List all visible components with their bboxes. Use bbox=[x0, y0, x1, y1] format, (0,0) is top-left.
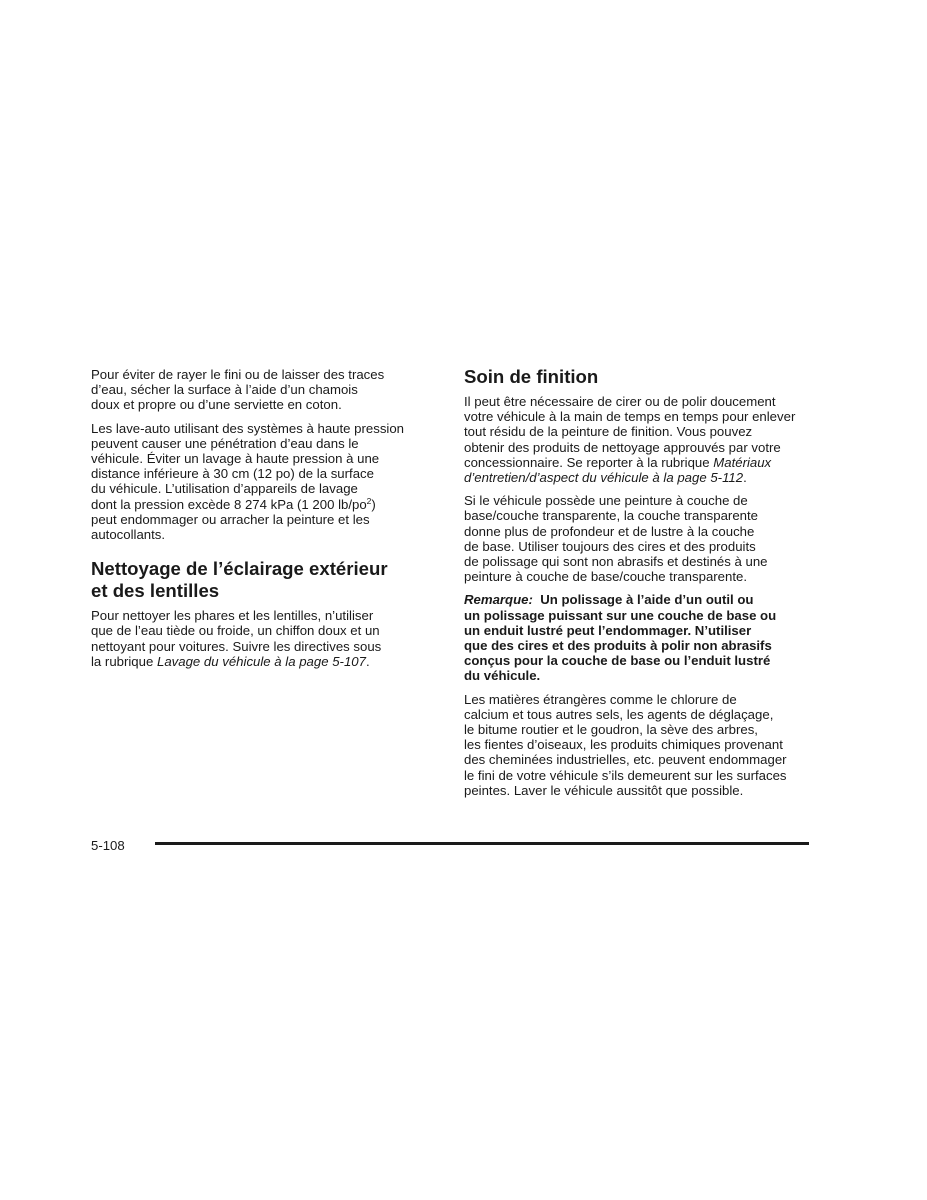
pressure-text: dont la pression excède 8 274 kPa (1 200 lb/po bbox=[91, 496, 367, 512]
text-line: peut endommager ou arracher la peinture et les bbox=[91, 511, 370, 527]
pressure-close: ) bbox=[371, 496, 376, 512]
superscript: 2 bbox=[366, 495, 372, 506]
heading-line: Nettoyage de l’éclairage extérieur bbox=[91, 558, 388, 580]
footer-divider bbox=[155, 842, 809, 845]
text-line: un polissage puissant sur une couche de base ou bbox=[464, 607, 777, 623]
paragraph-foreign-matter bbox=[464, 692, 814, 798]
text-line: véhicule. Éviter un lavage à haute pression à une bbox=[91, 451, 380, 467]
text-line: de base. Utiliser toujours des cires et des produits bbox=[464, 538, 756, 554]
text-line: Les lave-auto utilisant des systèmes à haute pression bbox=[91, 420, 405, 436]
text-line: Pour éviter de rayer le fini ou de laisser des traces bbox=[91, 367, 385, 382]
text-line: Il peut être nécessaire de cirer ou de polir doucement bbox=[464, 394, 776, 409]
paragraph-car-wash bbox=[91, 421, 431, 543]
heading-exterior-lighting bbox=[91, 558, 431, 601]
text-line: que des cires et des produits à polir non abrasifs bbox=[464, 638, 772, 654]
right-column bbox=[464, 366, 814, 806]
text-line: autocollants. bbox=[91, 527, 166, 543]
reference-suffix: . bbox=[743, 470, 747, 486]
heading-line: et des lentilles bbox=[91, 579, 220, 601]
left-column bbox=[91, 367, 431, 677]
reference-prefix: la rubrique bbox=[91, 653, 157, 669]
paragraph-waxing bbox=[464, 394, 814, 485]
text-line: distance inférieure à 30 cm (12 po) de la surface bbox=[91, 466, 374, 482]
text-line: conçus pour la couche de base ou l’enduit lustré bbox=[464, 653, 771, 669]
cross-reference-link[interactable]: Lavage du véhicule à la page 5-107 bbox=[156, 653, 366, 669]
text-line: donne plus de profondeur et de lustre à la couche bbox=[464, 523, 755, 539]
text-line-reference-cont bbox=[464, 470, 814, 485]
text-line: peuvent causer une pénétration d’eau dans le bbox=[91, 435, 359, 451]
text-line: le fini de votre véhicule s’ils demeurent sur les surfaces bbox=[464, 767, 787, 783]
text-line: base/couche transparente, la couche transparente bbox=[464, 508, 758, 524]
paragraph-lens-cleaning bbox=[91, 608, 431, 669]
notice-first-line bbox=[464, 592, 814, 607]
paragraph-clearcoat bbox=[464, 493, 814, 584]
text-line: calcium et tous autres sels, les agents de déglaçage, bbox=[464, 706, 774, 722]
text-line: du véhicule. bbox=[464, 668, 541, 684]
text-line: Si le véhicule possède une peinture à couche de bbox=[464, 493, 748, 509]
text-line-reference bbox=[464, 455, 814, 470]
text-line-pressure bbox=[91, 497, 431, 512]
cross-reference-link[interactable]: Matériaux bbox=[713, 454, 772, 470]
cross-reference-link[interactable]: d’entretien/d’aspect du véhicule à la page 5-112 bbox=[464, 470, 744, 486]
notice-text: Un polissage à l’aide d’un outil ou bbox=[540, 592, 754, 608]
text-line: Les matières étrangères comme le chlorure de bbox=[464, 691, 737, 707]
text-line: d’eau, sécher la surface à l’aide d’un chamois bbox=[91, 382, 358, 398]
text-line: nettoyant pour voitures. Suivre les directives sous bbox=[91, 638, 382, 654]
text-line: de polissage qui sont non abrasifs et destinés à une bbox=[464, 554, 768, 570]
text-line: du véhicule. L’utilisation d’appareils de lavage bbox=[91, 481, 358, 497]
text-line: obtenir des produits de nettoyage approuvés par votre bbox=[464, 439, 781, 455]
text-line: peintes. Laver le véhicule aussitôt que possible. bbox=[464, 782, 744, 798]
text-line: les fientes d’oiseaux, les produits chimiques provenant bbox=[464, 737, 783, 753]
page-number: 5-108 bbox=[91, 838, 125, 853]
text-line: le bitume routier et le goudron, la sève des arbres, bbox=[464, 722, 758, 738]
notice-remarque bbox=[464, 592, 814, 683]
text-line: peinture à couche de base/couche transparente. bbox=[464, 569, 747, 585]
paragraph-drying bbox=[91, 367, 431, 413]
reference-suffix: . bbox=[365, 653, 370, 669]
text-line: tout résidu de la peinture de finition. Vous pouvez bbox=[464, 424, 753, 440]
text-line: un enduit lustré peut l’endommager. N’utiliser bbox=[464, 622, 752, 638]
text-line: Pour nettoyer les phares et les lentilles, n’utiliser bbox=[91, 608, 374, 624]
text-line: doux et propre ou d’une serviette en coton. bbox=[91, 397, 342, 413]
notice-label: Remarque: bbox=[464, 592, 533, 608]
text-line: que de l’eau tiède ou froide, un chiffon doux et un bbox=[91, 623, 380, 639]
heading-finish-care: Soin de finition bbox=[464, 366, 599, 387]
text-line: votre véhicule à la main de temps en temps pour enlever bbox=[464, 409, 796, 425]
reference-prefix: concessionnaire. Se reporter à la rubrique bbox=[464, 454, 714, 470]
text-line-reference bbox=[91, 654, 431, 669]
text-line: des cheminées industrielles, etc. peuvent endommager bbox=[464, 752, 787, 768]
